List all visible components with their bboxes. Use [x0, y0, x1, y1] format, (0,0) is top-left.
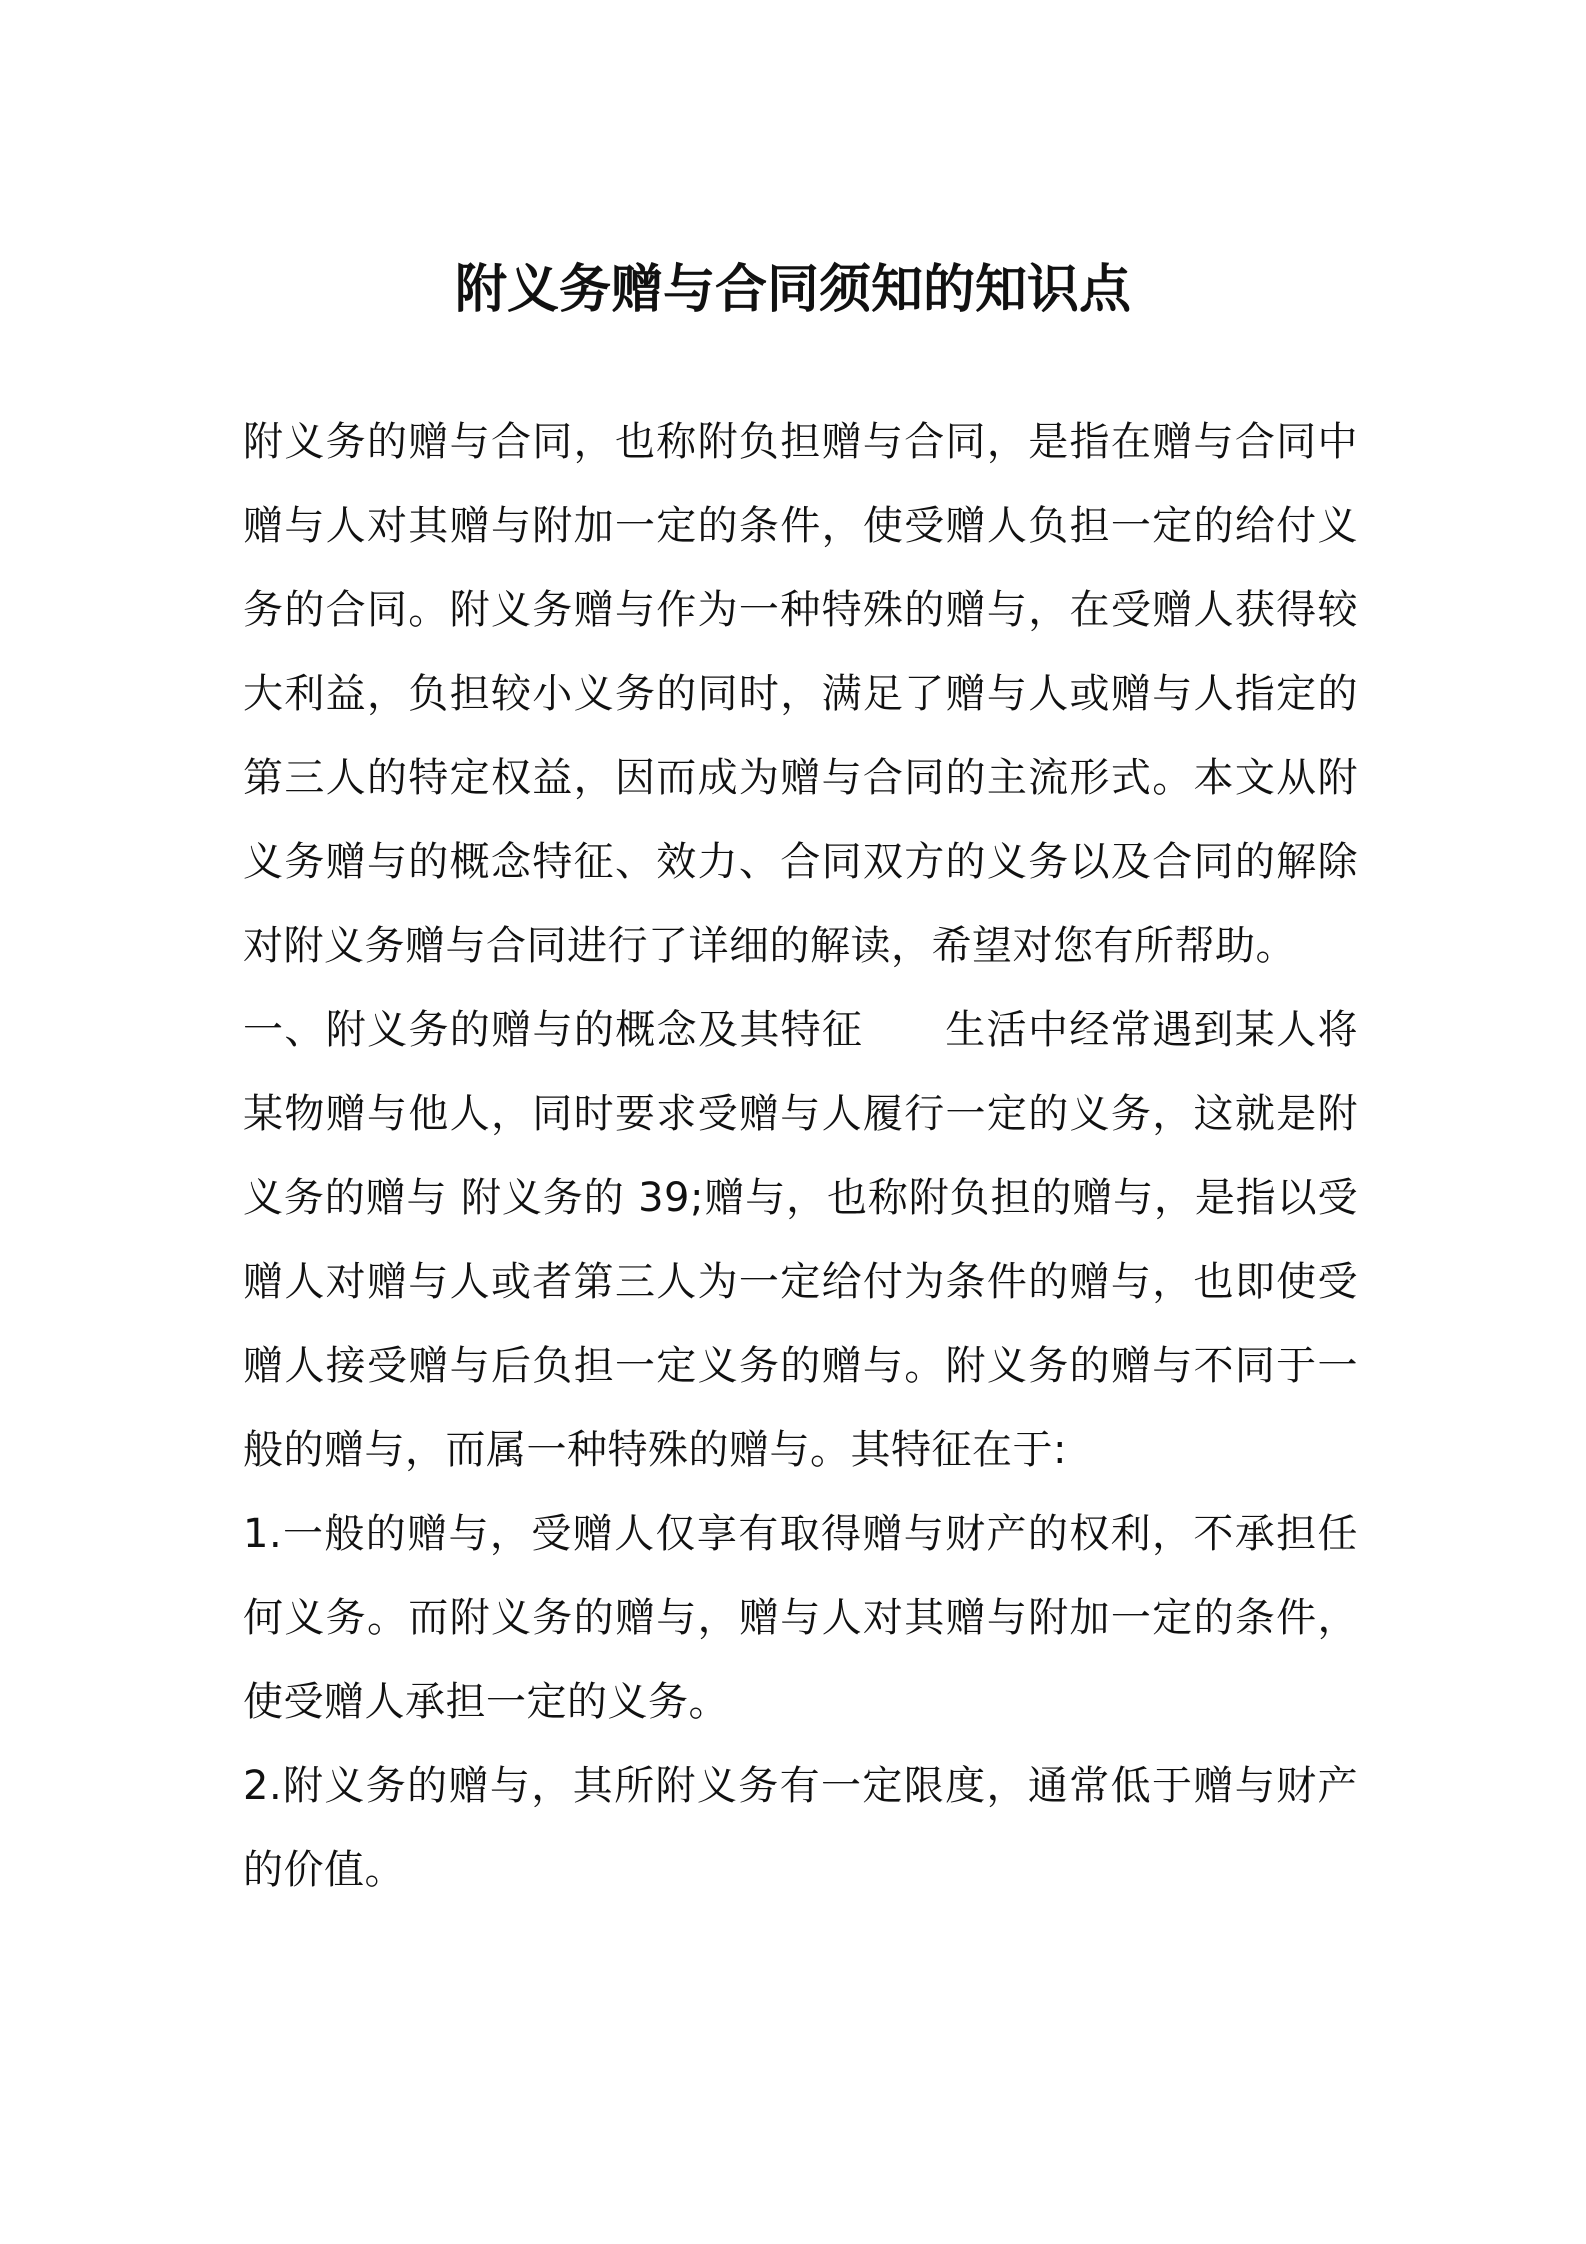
document-title: 附义务赠与合同须知的知识点	[454, 260, 1131, 320]
section-body: 生活中经常遇到某人将某物赠与他人，同时要求受赠与人履行一定的义务，这就是附义务的赠与 附义务的 39;赠与，也称附负担的赠与，是指以受赠人对赠与人或者第三人为一定给付为条件的赠与，也即使受赠人接受赠与后负担一定义务的赠与。附义务的赠与不同于一般的赠与，而属一种特殊的赠与。其特征在于:	[243, 1007, 1359, 1473]
section-heading: 一、附义务的赠与的概念及其特征	[243, 1007, 864, 1053]
section-paragraph	[243, 988, 1358, 1492]
heading-gap	[863, 1007, 944, 1053]
feature-item-1: 1.一般的赠与，受赠人仅享有取得赠与财产的权利，不承担任何义务。而附义务的赠与，赠与人对其赠与附加一定的条件，使受赠人承担一定的义务。	[243, 1511, 1358, 1725]
feature-item-2: 2.附义务的赠与，其所附义务有一定限度，通常低于赠与财产的价值。	[243, 1763, 1358, 1893]
intro-paragraph: 附义务的赠与合同，也称附负担赠与合同，是指在赠与合同中赠与人对其赠与附加一定的条件，使受赠人负担一定的给付义务的合同。附义务赠与作为一种特殊的赠与，在受赠人获得较大利益，负担较小义务的同时，满足了赠与人或赠与人指定的第三人的特定权益，因而成为赠与合同的主流形式。本文从附义务赠与的概念特征、效力、合同双方的义务以及合同的解除对附义务赠与合同进行了详细的解读，希望对您有所帮助。	[243, 419, 1358, 969]
document-body	[243, 400, 1358, 1912]
